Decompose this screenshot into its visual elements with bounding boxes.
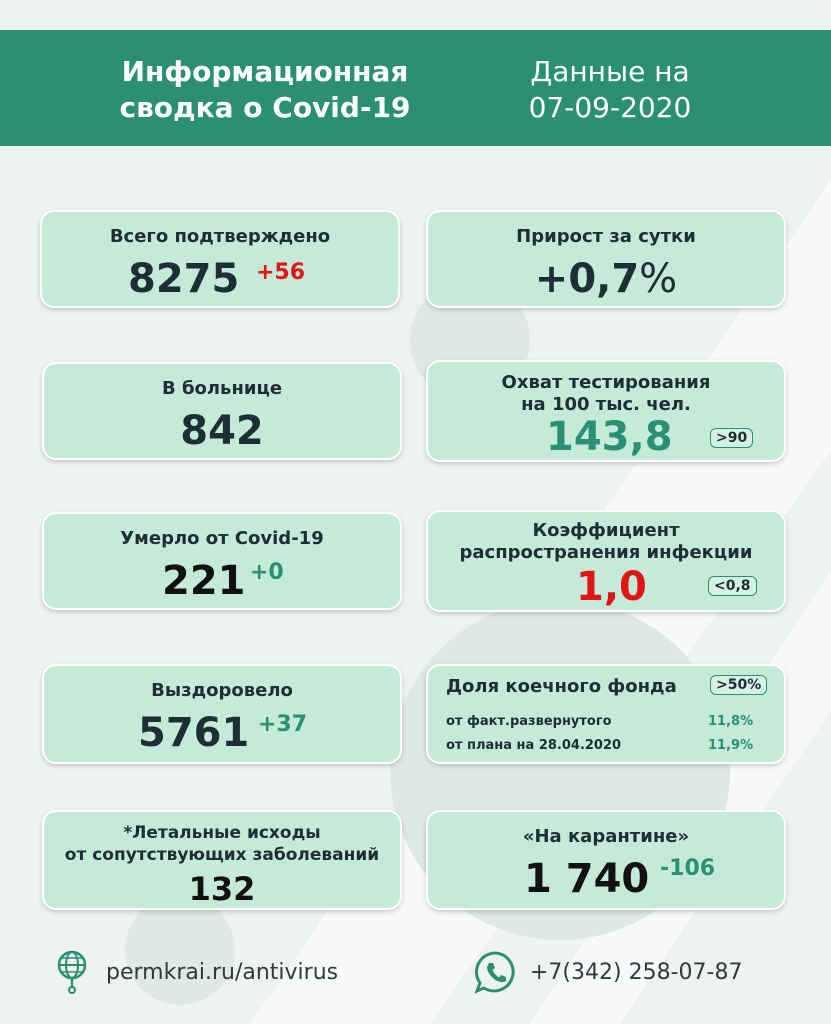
page-title: Информационная сводка о Covid-19 <box>119 55 411 124</box>
confirmed-value: 8275 <box>128 256 240 302</box>
card-title: Прирост за сутки <box>516 226 696 247</box>
deaths-value: 221 <box>162 558 246 604</box>
report-date: Данные на 07-09-2020 <box>528 55 692 124</box>
lethal-value: 132 <box>188 870 256 908</box>
card-title: Охват тестирования на 100 тыс. чел. <box>501 372 711 415</box>
globe-icon <box>56 950 88 994</box>
website-link[interactable]: permkrai.ru/antivirus <box>106 960 339 985</box>
card-deaths <box>42 512 402 610</box>
card-recovered <box>42 664 402 764</box>
r-factor-value: 1,0 <box>576 564 647 610</box>
card-title: Умерло от Covid-19 <box>120 528 324 549</box>
beds-target-badge: >50% <box>710 675 767 695</box>
phone-link[interactable]: +7(342) 258-07-87 <box>530 960 743 985</box>
card-title: Доля коечного фонда <box>446 676 677 697</box>
beds-row-value: 11,9% <box>708 738 754 753</box>
beds-row-value: 11,8% <box>708 714 754 729</box>
beds-row-label: от плана на 28.04.2020 <box>446 738 622 753</box>
confirmed-delta: +56 <box>256 260 306 285</box>
hospital-value: 842 <box>180 408 264 454</box>
r-factor-target-badge: <0,8 <box>708 576 757 596</box>
header-banner <box>0 30 831 146</box>
quarantine-delta: -106 <box>660 856 716 881</box>
card-confirmed <box>40 210 400 308</box>
whatsapp-icon <box>474 950 518 994</box>
card-lethal <box>42 810 402 910</box>
quarantine-value: 1 740 <box>524 856 650 902</box>
card-title: Выздоровело <box>151 680 293 701</box>
card-title: Всего подтверждено <box>109 226 331 247</box>
recovered-delta: +37 <box>258 712 308 737</box>
deaths-delta: +0 <box>250 560 284 585</box>
testing-value: 143,8 <box>546 414 673 460</box>
card-hospital <box>42 362 402 460</box>
card-quarantine <box>426 810 786 910</box>
growth-value: +0,7 <box>534 256 640 302</box>
card-r-factor <box>426 510 786 612</box>
card-growth <box>426 210 786 308</box>
testing-target-badge: >90 <box>710 428 753 448</box>
card-testing <box>426 360 786 462</box>
card-title: В больнице <box>161 378 283 399</box>
recovered-value: 5761 <box>138 710 250 756</box>
card-title: Коэффициент распространения инфекции <box>459 520 753 563</box>
card-beds <box>426 664 786 764</box>
card-title: *Летальные исходы от сопутствующих заболеваний <box>64 823 380 865</box>
growth-unit: % <box>639 256 678 302</box>
beds-row-label: от факт.развернутого <box>446 714 612 729</box>
card-title: «На карантине» <box>522 826 690 847</box>
